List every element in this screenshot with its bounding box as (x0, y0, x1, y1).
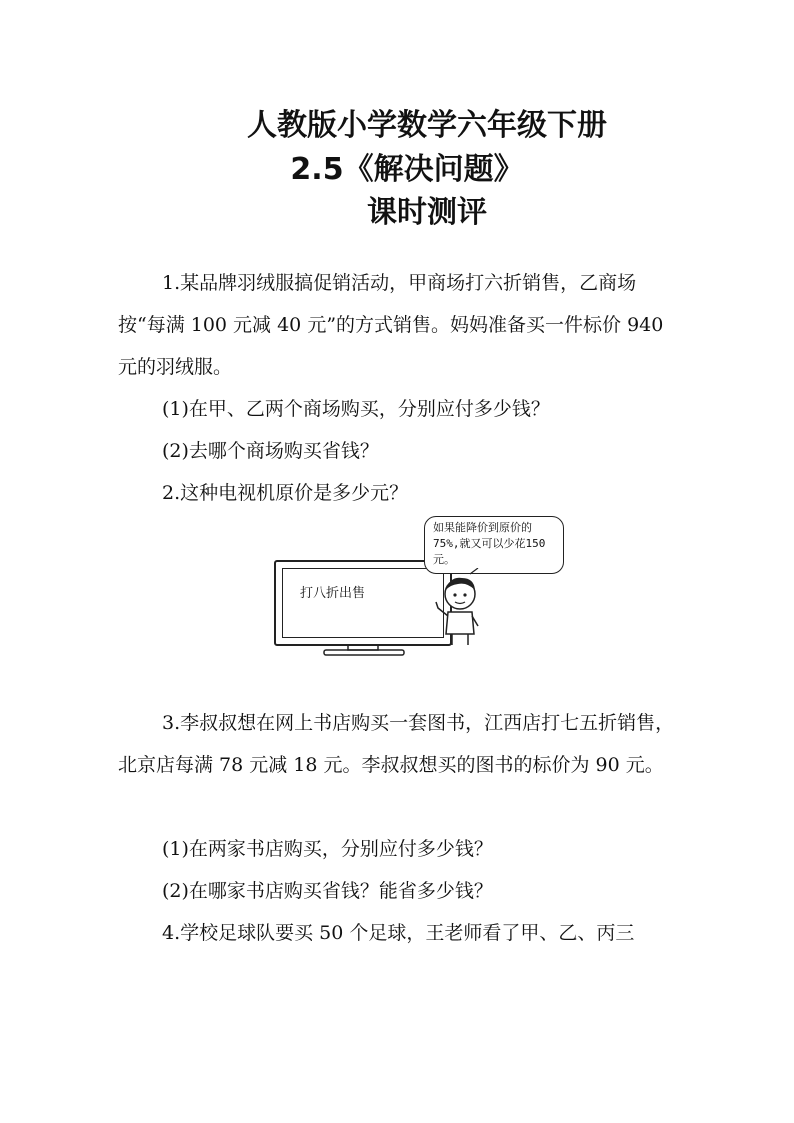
question-1-text: 1.某品牌羽绒服搞促销活动，甲商场打六折销售，乙商场按“每满 100 元减 40 元”的方式销售。妈妈准备买一件标价 940 元的羽绒服。 (118, 272, 664, 378)
question-2-figure (270, 516, 570, 646)
speech-bubble (424, 516, 564, 574)
document-title: 人教版小学数学六年级下册 (247, 108, 607, 143)
question-3-sub-2: (2)在哪家书店购买省钱？能省多少钱？ (162, 880, 493, 902)
question-3-text: 3.李叔叔想在网上书店购买一套图书，江西店打七五折销售，北京店每满 78 元减 18 元。李叔叔想买的图书的标价为 90 元。 (118, 712, 675, 776)
question-1-sub-1: (1)在甲、乙两个商场购买，分别应付多少钱？ (162, 398, 550, 420)
tv-label: 打八折出售 (300, 586, 366, 601)
tv-stand-icon (310, 644, 420, 658)
tv-illustration (274, 560, 452, 646)
question-4-text: 4.学校足球队要买 50 个足球，王老师看了甲、乙、丙三 (162, 922, 635, 944)
question-2-text: 2.这种电视机原价是多少元？ (162, 482, 409, 504)
question-1-sub-2: (2)去哪个商场购买省钱？ (162, 440, 379, 462)
tv-screen-frame (282, 568, 444, 638)
boy-character-icon (434, 568, 484, 646)
question-3-sub-1: (1)在两家书店购买，分别应付多少钱？ (162, 838, 493, 860)
section-title: 课时测评 (367, 195, 487, 230)
lesson-title: 2.5《解决问题》 (290, 152, 524, 187)
speech-bubble-text: 如果能降价到原价的75%,就又可以少花150元。 (433, 521, 546, 566)
